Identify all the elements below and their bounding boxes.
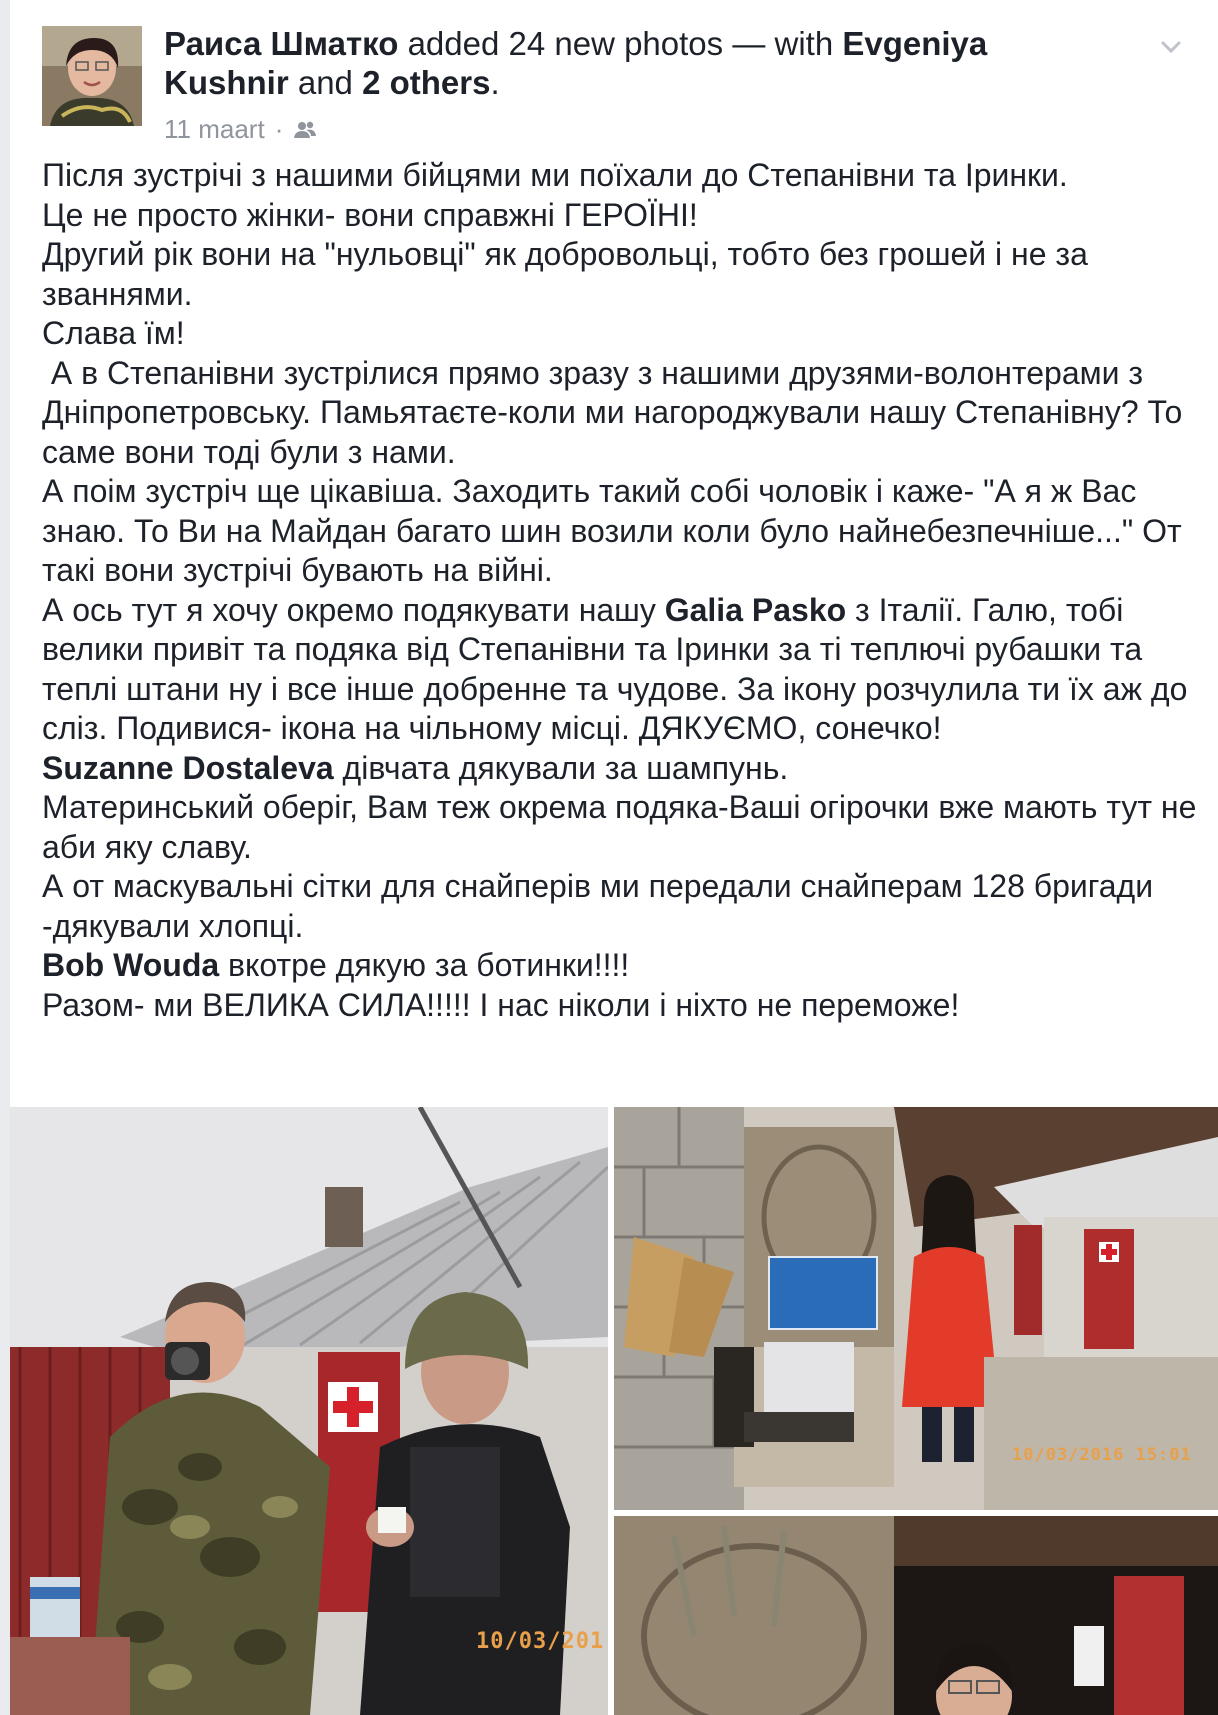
author-name-link[interactable]: Раиса Шматко <box>164 25 399 62</box>
photo-ambulatory[interactable] <box>614 1107 1218 1510</box>
body-line <box>42 946 1202 986</box>
body-line: А от маскувальні сітки для снайперів ми передали снайперам 128 бригади -дякували хлопці. <box>42 868 1162 944</box>
body-text: дівчата дякували за шампунь. <box>333 749 789 786</box>
post-header <box>164 24 1094 102</box>
author-avatar[interactable] <box>42 26 142 126</box>
body-text: з Італії. Галю, тобі велики привіт та подяка від Степанівни та Іринки за ті теплючі рубашки та теплі штани ну і все інше добренне та чудове. За ікону розчулила ти їх аж до сліз. Подивися- ікона на чільному місці. ДЯКУЄМО, сонечко! <box>42 591 1197 746</box>
post-action-text: added 24 new photos — with <box>407 25 834 62</box>
photo-image <box>10 1107 608 1715</box>
friends-icon[interactable] <box>293 120 317 140</box>
meta-separator: · <box>274 114 284 144</box>
post-body <box>42 156 1206 1025</box>
body-line <box>42 749 1202 789</box>
body-line: Після зустрічі з нашими бійцями ми поїхали до Степанівни та Іринки. <box>42 157 1068 193</box>
photo-carving[interactable] <box>614 1516 1218 1715</box>
period-text: . <box>490 64 500 101</box>
post-date-link[interactable]: 11 maart <box>164 114 265 144</box>
body-line <box>42 591 1202 749</box>
avatar-photo <box>42 26 142 126</box>
tagged-user-link[interactable]: Evgeniya Kushnir <box>164 25 988 101</box>
body-line: Це не просто жінки- вони справжні ГЕРОЇНІ! <box>42 196 698 233</box>
photo-timestamp: 10/03/201 <box>476 1629 605 1654</box>
mention-galia-pasko[interactable]: Galia Pasko <box>664 591 847 628</box>
body-line: Слава їм! <box>42 315 185 351</box>
mention-bob-wouda[interactable]: Bob Wouda <box>42 947 220 983</box>
and-text: and <box>297 64 353 101</box>
photo-grid <box>10 1107 1218 1715</box>
chevron-down-icon[interactable] <box>1160 36 1182 58</box>
body-line: А поім зустріч ще цікавіша. Заходить такий собі чоловік і каже- "А я ж Вас знаю. То Ви на Майдан багато шин возили коли було найнебезпечніше..." От такі вони зустрічі бувають на війні. <box>42 473 1191 588</box>
post-meta <box>164 114 317 145</box>
photo-soldiers[interactable] <box>10 1107 608 1715</box>
post-card <box>10 0 1218 1715</box>
photo-timestamp: 10/03/2016 15:01 <box>1012 1445 1192 1465</box>
body-text: А ось тут я хочу окремо подякувати нашу <box>42 591 665 628</box>
body-text: вкотре дякую за ботинки!!!! <box>219 947 630 983</box>
body-line: Материнський оберіг, Вам теж окрема подяка-Ваші огірочки вже мають тут не аби яку славу. <box>42 789 1206 865</box>
body-line: Разом- ми ВЕЛИКА СИЛА!!!!! І нас ніколи і ніхто не переможе! <box>42 986 960 1023</box>
body-line: А в Степанівни зустрілися прямо зразу з нашими друзями-волонтерами з Дніпропетровську. Памьятаєте-коли ми нагороджували нашу Степанівну? То саме вони тоді були з нами. <box>42 354 1192 470</box>
others-link[interactable]: 2 others <box>362 64 491 101</box>
body-line: Другий рік вони на "нульовці" як добровольці, тобто без грошей і не за званнями. <box>42 236 1097 312</box>
mention-suzanne-dostaleva[interactable]: Suzanne Dostaleva <box>42 749 334 786</box>
photo-image <box>614 1516 1218 1715</box>
